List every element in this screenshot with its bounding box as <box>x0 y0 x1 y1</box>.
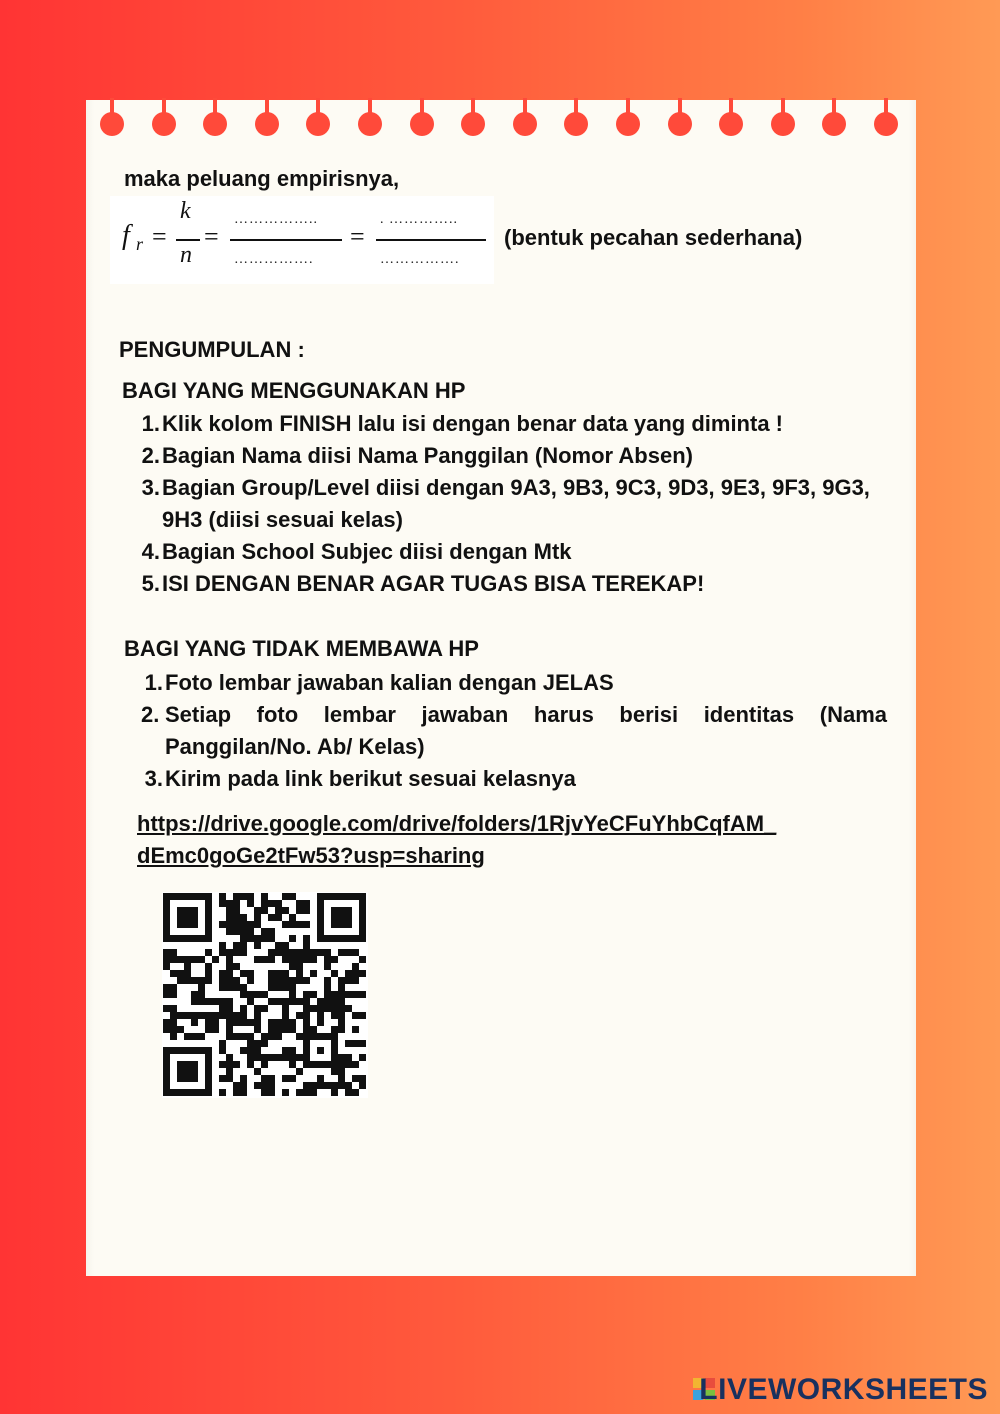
binder-hole <box>668 112 692 136</box>
qr-code-image <box>162 892 368 1098</box>
binder-hole <box>306 112 330 136</box>
list-item: 3. Kirim pada link berikut sesuai kelasnya <box>144 766 576 791</box>
list-item: 4. Bagian School Subjec diisi dengan Mtk <box>141 539 572 564</box>
intro-text: maka peluang empirisnya, <box>124 166 400 191</box>
formula-subscript: r <box>136 234 144 254</box>
blank-denominator-1: ……………. <box>234 252 314 267</box>
formula-note: (bentuk pecahan sederhana) <box>504 225 803 250</box>
hp-section-title: BAGI YANG MENGGUNAKAN HP <box>122 378 466 403</box>
formula-equals-3: = <box>350 222 365 251</box>
binder-hole <box>410 112 434 136</box>
binder-hole <box>771 112 795 136</box>
binder-hole <box>874 112 898 136</box>
blank-numerator-2: . ………….. <box>380 212 458 227</box>
formula-equals-1: = <box>152 222 167 251</box>
brand-name: LIVEWORKSHEETS <box>699 1373 988 1406</box>
formula-equals-2: = <box>204 222 219 251</box>
binder-hole <box>100 112 124 136</box>
list-item: 3. Bagian Group/Level diisi dengan 9A3, 9B3, 9C3, 9D3, 9E3, 9F3, 9G3, 9H3 (diisi sesuai kelas) <box>141 475 870 532</box>
binder-holes <box>86 100 916 140</box>
blank-denominator-2: ……………. <box>380 252 460 267</box>
hp-instructions-list <box>141 408 892 600</box>
list-item: 2. Bagian Nama diisi Nama Panggilan (Nomor Absen) <box>141 443 693 468</box>
binder-hole <box>822 112 846 136</box>
binder-hole <box>461 112 485 136</box>
binder-hole <box>255 112 279 136</box>
formula-box <box>110 196 494 284</box>
binder-hole <box>513 112 537 136</box>
qr-code-graphic <box>162 892 368 1098</box>
formula-symbol: f <box>122 220 130 251</box>
binder-hole <box>203 112 227 136</box>
no-hp-section-title: BAGI YANG TIDAK MEMBAWA HP <box>124 636 479 661</box>
drive-link-line-2[interactable]: dEmc0goGe2tFw53?usp=sharing <box>137 843 485 868</box>
fraction-line-3 <box>376 239 486 241</box>
formula-numerator: k <box>180 198 191 224</box>
blank-numerator-1: …………….. <box>234 212 318 227</box>
fraction-line-2 <box>230 239 342 241</box>
list-item: 2. Setiap foto lembar jawaban harus berisi identitas (Nama Panggilan/No. Ab/ Kelas) <box>141 702 887 759</box>
binder-hole <box>616 112 640 136</box>
binder-hole <box>719 112 743 136</box>
drive-link[interactable] <box>137 808 857 872</box>
binder-hole <box>564 112 588 136</box>
list-item: 1. Foto lembar jawaban kalian dengan JELAS <box>144 670 614 695</box>
binder-hole <box>358 112 382 136</box>
drive-link-line-1[interactable]: https://drive.google.com/drive/folders/1RjvYeCFuYhbCqfAM_ <box>137 811 777 836</box>
no-hp-instructions-list <box>141 667 887 795</box>
binder-hole <box>152 112 176 136</box>
fraction-line-1 <box>176 239 200 241</box>
pengumpulan-title: PENGUMPULAN : <box>119 337 305 362</box>
list-item: 1. Klik kolom FINISH lalu isi dengan benar data yang diminta ! <box>141 411 783 436</box>
list-item: 5. ISI DENGAN BENAR AGAR TUGAS BISA TEREKAP! <box>141 571 705 596</box>
formula-denominator: n <box>180 242 192 268</box>
